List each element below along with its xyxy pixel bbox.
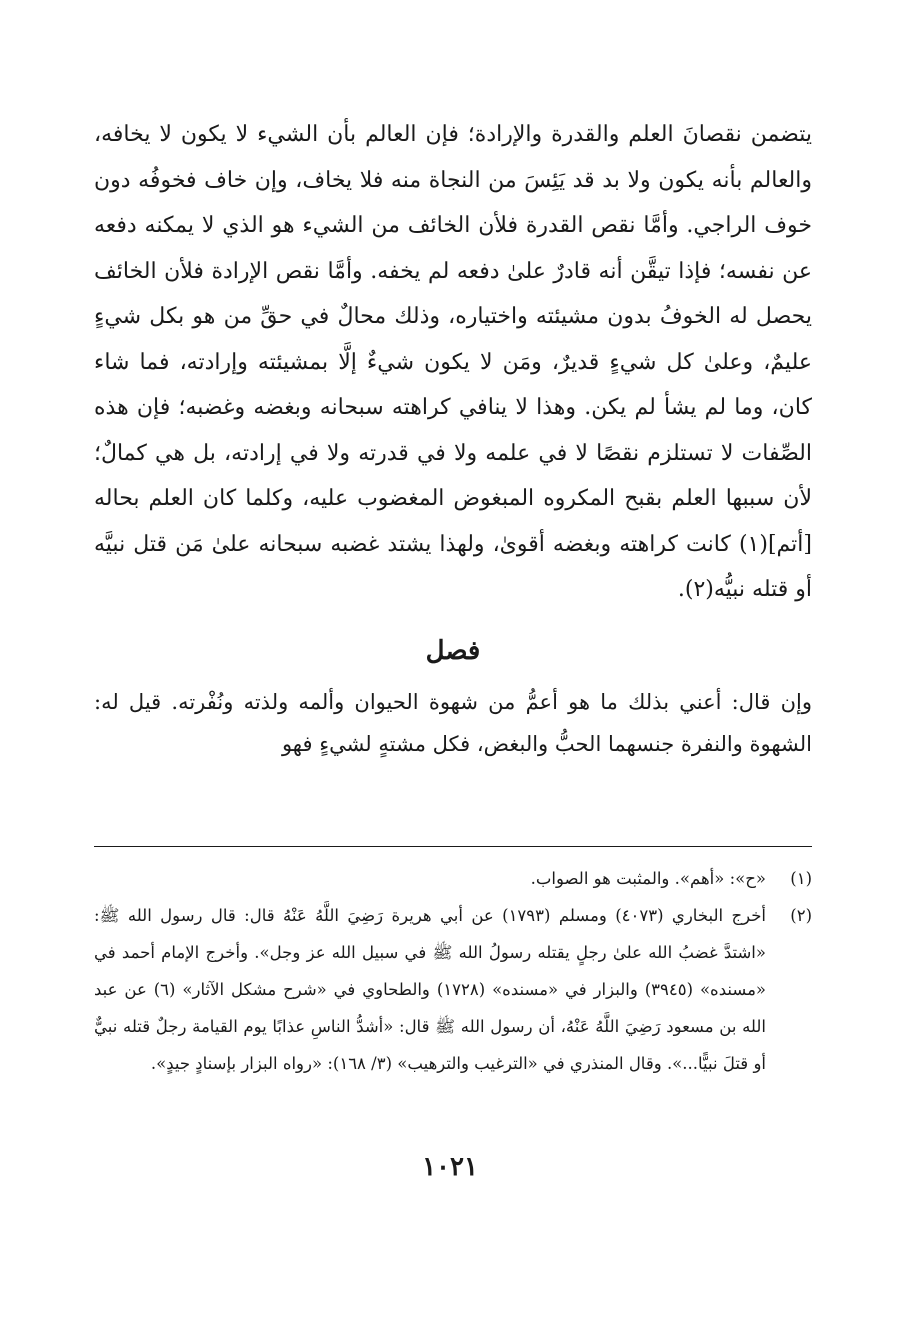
page-number: ١٠٢١ <box>422 1152 478 1182</box>
footnote-separator <box>94 846 812 847</box>
body-paragraph-2: وإن قال: أعني بذلك ما هو أعمُّ من شهوة الحيوان وألمه ولذته ونُفْرته. قيل له: الشهوة والنفرة جنسهما الحبُّ والبغض، فكل مشتهٍ لشيءٍ فهو <box>94 689 812 756</box>
main-text <box>94 112 812 765</box>
footnote-number: (١) <box>790 869 812 888</box>
footnote-text: أخرج البخاري (٤٠٧٣) ومسلم (١٧٩٣) عن أبي هريرة رَضِيَ اللَّهُ عَنْهُ قال: قال رسول الله ﷺ: «اشتدَّ غضبُ الله علىٰ رجلٍ يقتله رسولُ الله ﷺ في سبيل الله عز وجل». وأخرج الإمام أحمد في «مسنده» (٣٩٤٥) والبزار في «مسنده» (١٧٢٨) والطحاوي في «شرح مشكل الآثار» (٦) عن عبد الله بن مسعود رَضِيَ اللَّهُ عَنْهُ، أن رسول الله ﷺ قال: «أشدُّ الناسِ عذابًا يوم القيامة رجلٌ قتله نبيٌّ أو قتلَ نبيًّا...». وقال المنذري في «الترغيب والترهيب» (٣/ ١٦٨): «رواه البزار بإسنادٍ جيدٍ». <box>94 906 766 1073</box>
body-paragraph: يتضمن نقصانَ العلم والقدرة والإرادة؛ فإن العالم بأن الشيء لا يكون لا يخافه، والعالم بأنه يكون ولا بد قد يَئِسَ من النجاة منه فلا يخاف، وإن خاف فخوفُه دون خوف الراجي. وأمَّا نقص القدرة فلأن الخائف من الشيء هو الذي لا يمكنه دفعه عن نفسه؛ فإذا تيقَّن أنه قادرٌ علىٰ دفعه لم يخفه. وأمَّا نقص الإرادة فلأن الخائف يحصل له الخوفُ بدون مشيئته واختياره، وذلك محالٌ في حقِّ من هو بكل شيءٍ عليمٌ، وعلىٰ كل شيءٍ قديرٌ، ومَن لا يكون شيءٌ إلَّا بمشيئته وإرادته، فما شاء كان، وما لم يشأ لم يكن. وهذا لا ينافي كراهته سبحانه وبغضه وغضبه؛ فإن هذه الصِّفات لا تستلزم نقصًا لا في علمه ولا في قدرته ولا في إرادته، بل هي كمالٌ؛ لأن سببها العلم بقبح المكروه المبغوض المغضوب عليه، وكلما كان العلم بحاله [أتم](١) كانت كراهته وبغضه أقوىٰ، ولهذا يشتد غضبه سبحانه علىٰ مَن قتل نبيَّه أو قتله نبيُّه(٢). <box>94 122 812 602</box>
footnote-text: «ح»: «أهم». والمثبت هو الصواب. <box>530 869 766 888</box>
footnote-number: (٢) <box>790 906 812 925</box>
section-heading: فصل <box>425 635 481 666</box>
footnote <box>94 860 812 897</box>
footnote <box>94 897 812 1082</box>
footnotes <box>94 860 812 1082</box>
